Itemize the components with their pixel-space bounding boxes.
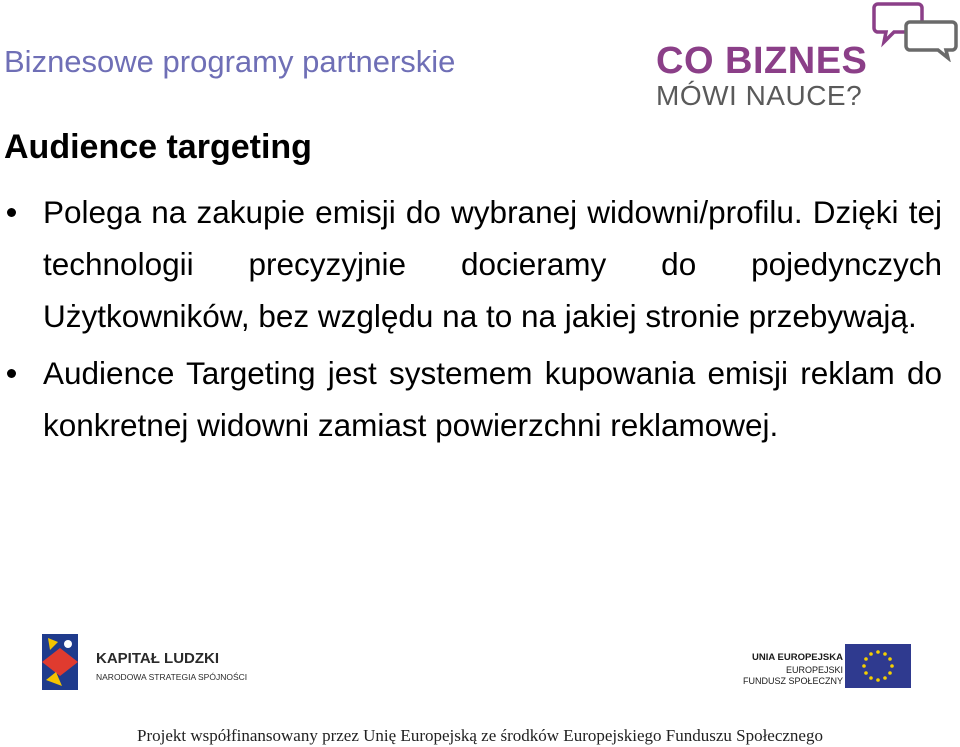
footer-logos xyxy=(0,610,960,715)
co-biznes-logo xyxy=(652,0,960,115)
kapital-ludzki-title: KAPITAŁ LUDZKI xyxy=(96,650,220,667)
eu-flag-icon xyxy=(845,644,911,688)
bullet-list xyxy=(0,186,942,456)
kapital-ludzki-logo xyxy=(38,628,248,698)
bullet-item xyxy=(0,186,942,342)
bullet-text: Audience Targeting jest systemem kupowania emisji reklam do konkretnej widowni zamiast powierzchni reklamowej. xyxy=(43,355,942,443)
bullet-text: Polega na zakupie emisji do wybranej widowni/profilu. Dzięki tej technologii precyzyjnie docieramy do pojedynczych Użytkowników, bez względu na to na jakiej stronie przebywają. xyxy=(43,194,942,334)
bullet-icon xyxy=(7,208,16,217)
logo-line2: MÓWI NAUCE? xyxy=(656,80,863,111)
kapital-ludzki-icon xyxy=(38,628,82,694)
bullet-icon xyxy=(7,369,16,378)
slide-title: Audience targeting xyxy=(4,128,312,166)
eu-logo-line1: UNIA EUROPEJSKA xyxy=(752,652,843,663)
logo-line1: CO BIZNES xyxy=(656,40,868,82)
header-label: Biznesowe programy partnerskie xyxy=(4,44,456,79)
footer-text: Projekt współfinansowany przez Unię Europejską ze środków Europejskiego Funduszu Społecznego xyxy=(137,726,823,745)
eu-logo xyxy=(735,636,915,692)
eu-logo-line3: FUNDUSZ SPOŁECZNY xyxy=(742,676,843,686)
bullet-item xyxy=(0,347,942,451)
kapital-ludzki-subtitle: NARODOWA STRATEGIA SPÓJNOŚCI xyxy=(96,672,248,682)
speech-bubbles-icon xyxy=(870,0,960,62)
eu-logo-line2: EUROPEJSKI xyxy=(785,665,843,675)
